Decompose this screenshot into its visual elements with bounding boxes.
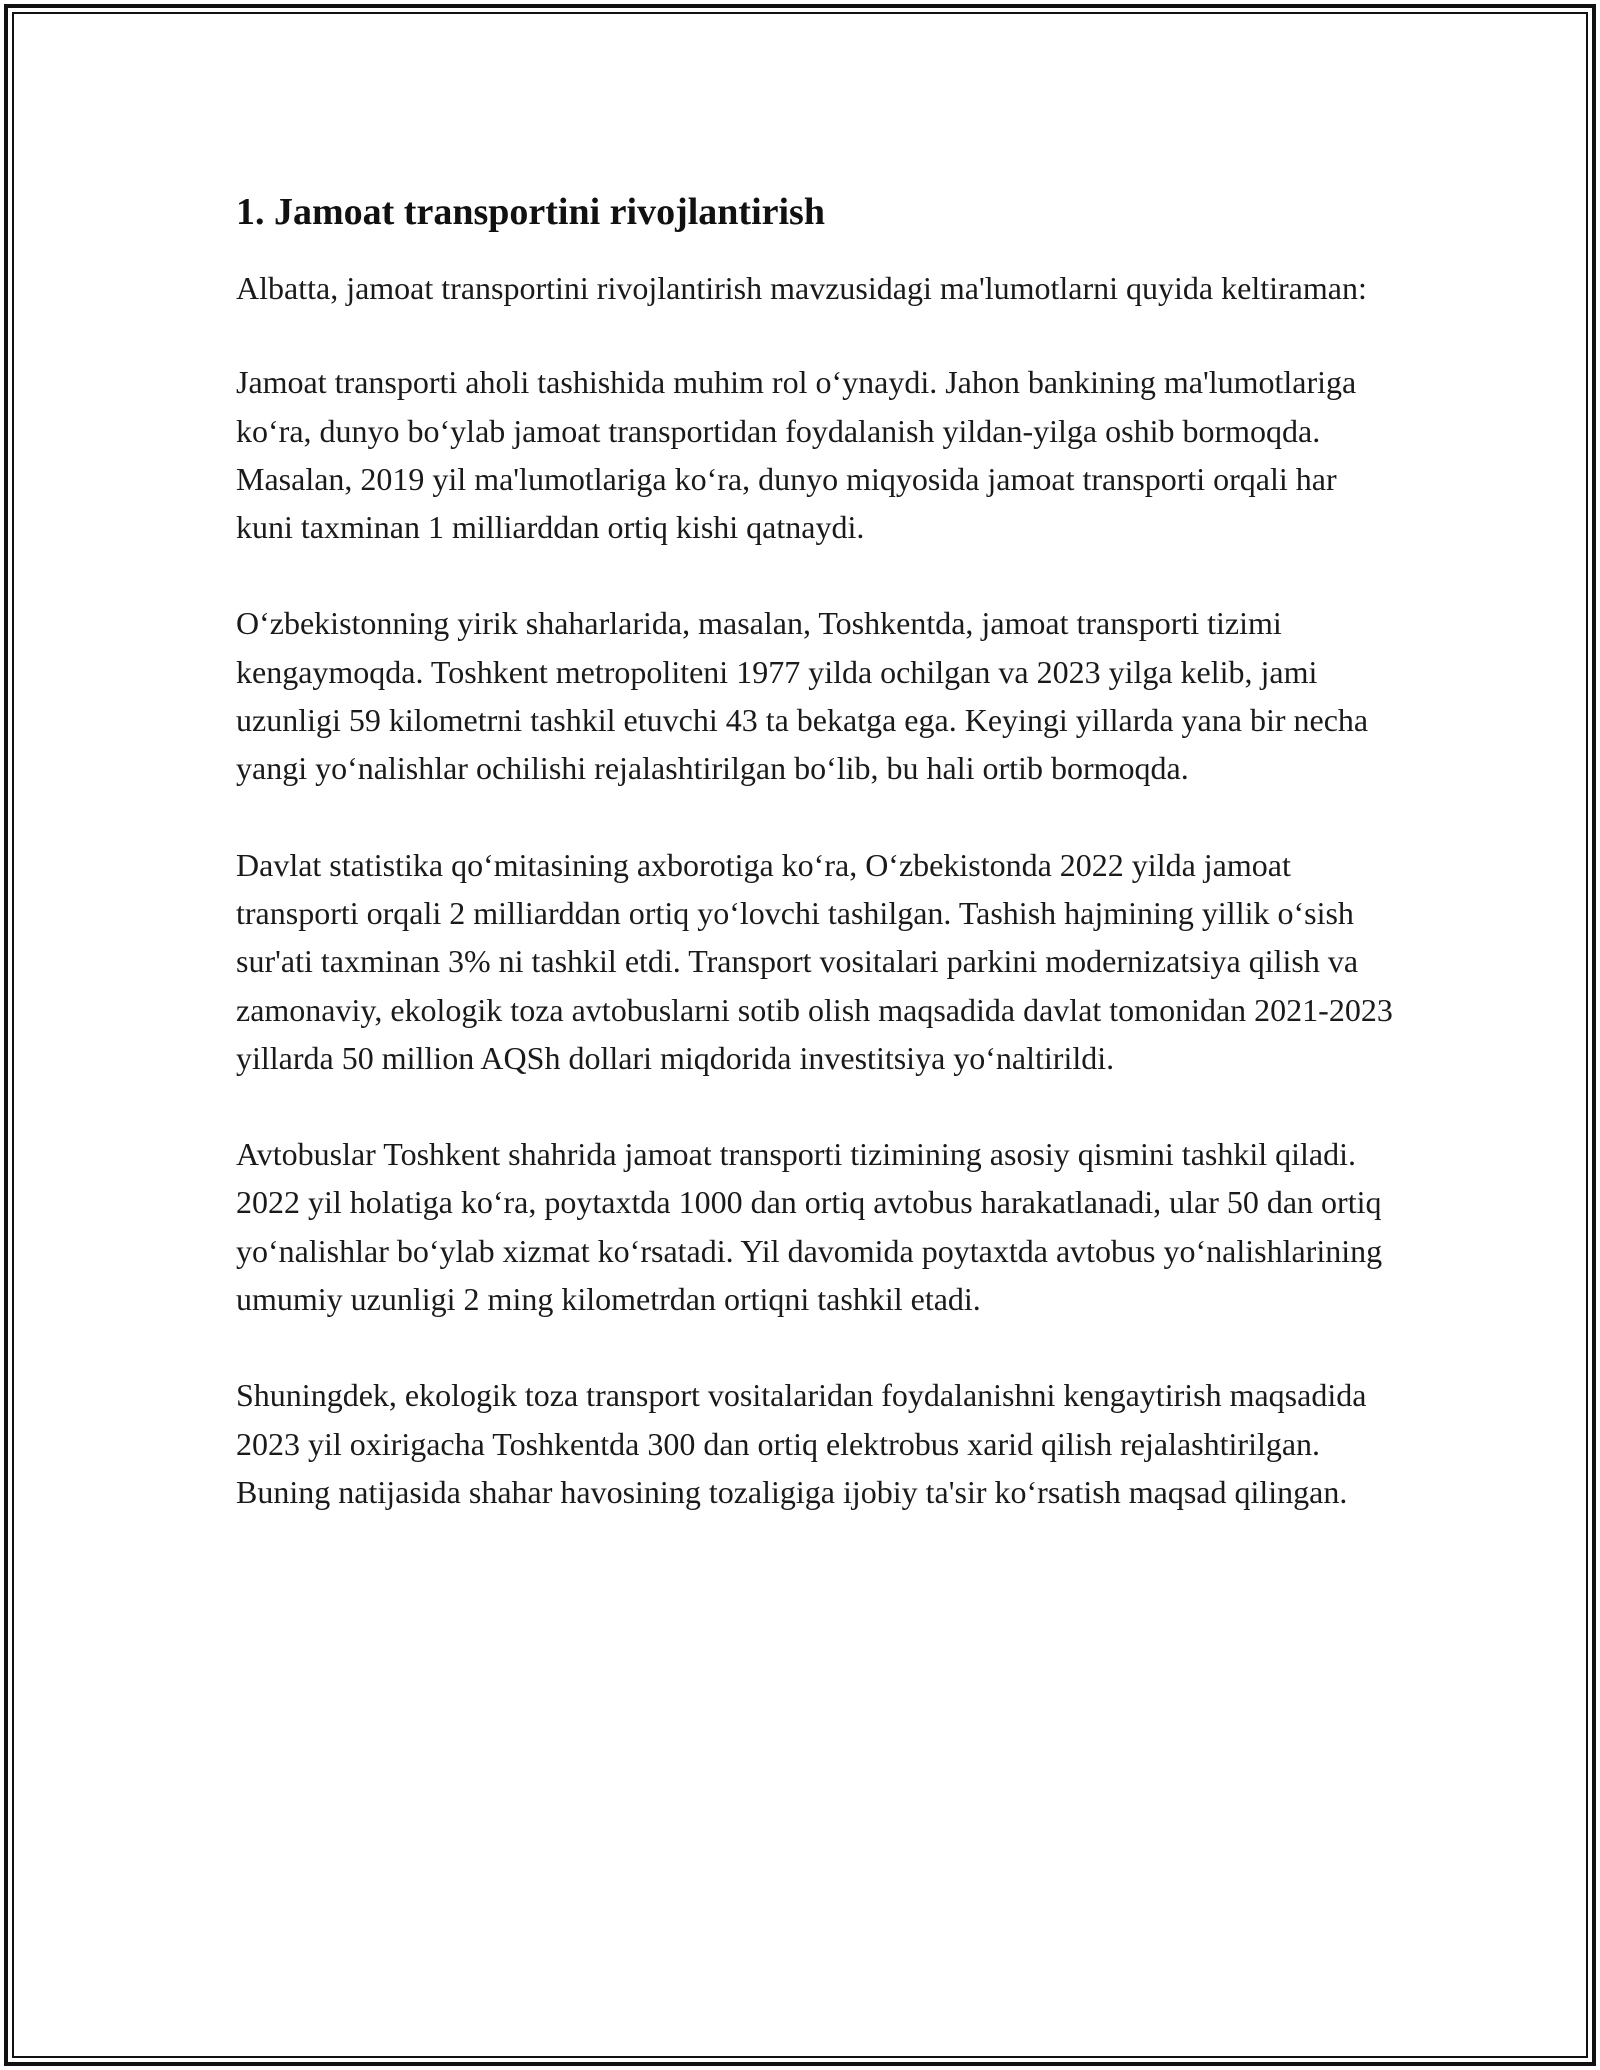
document-body [236, 188, 1396, 1564]
paragraph-intro: Albatta, jamoat transportini rivojlantirish mavzusidagi ma'lumotlarni quyida keltiraman: [236, 270, 1367, 306]
paragraph-tashkent-metro: Oʻzbekistonning yirik shaharlarida, masalan, Toshkentda, jamoat transporti tizimi kengaymoqda. Toshkent metropoliteni 1977 yilda ochilgan va 2023 yilga kelib, jami uzunligi 59 kilometrni tashkil etuvchi 43 ta bekatga ega. Keyingi yillarda yana bir necha yangi yoʻnalishlar ochilishi rejalashtirilgan boʻlib, bu hali ortib bormoqda. [236, 605, 1369, 787]
paragraph-buses: Avtobuslar Toshkent shahrida jamoat transporti tizimining asosiy qismini tashkil qiladi. 2022 yil holatiga koʻra, poytaxtda 1000 dan ortiq avtobus harakatlanadi, ular 50 dan ortiq yoʻnalishlar boʻylab xizmat koʻrsatadi. Yil davomida poytaxtda avtobus yoʻnalishlarining umumiy uzunligi 2 ming kilometrdan ortiqni tashkil etadi. [236, 1136, 1383, 1318]
section-heading: 1. Jamoat transportini rivojlantirish [236, 191, 825, 233]
paragraph-global-transport: Jamoat transporti aholi tashishida muhim rol oʻynaydi. Jahon bankining ma'lumotlariga koʻra, dunyo boʻylab jamoat transportidan foydalanish yildan-yilga oshib bormoqda. Masalan, 2019 yil ma'lumotlariga koʻra, dunyo miqyosida jamoat transporti orqali har kuni taxminan 1 milliarddan ortiq kishi qatnaydi. [236, 364, 1357, 546]
paragraph-electric-buses: Shuningdek, ekologik toza transport vositalaridan foydalanishni kengaytirish maqsadida 2023 yil oxirigacha Toshkentda 300 dan ortiq elektrobus xarid qilish rejalashtirilgan. Buning natijasida shahar havosining tozaligiga ijobiy ta'sir koʻrsatish maqsad qilingan. [236, 1377, 1367, 1510]
paragraph-statistics: Davlat statistika qoʻmitasining axborotiga koʻra, Oʻzbekistonda 2022 yilda jamoat transporti orqali 2 milliarddan ortiq yoʻlovchi tashilgan. Tashish hajmining yillik oʻsish sur'ati taxminan 3% ni tashkil etdi. Transport vositalari parkini modernizatsiya qilish va zamonaviy, ekologik toza avtobuslarni sotib olish maqsadida davlat tomonidan 2021-2023 yillarda 50 million AQSh dollari miqdorida investitsiya yoʻnaltirildi. [236, 846, 1393, 1076]
